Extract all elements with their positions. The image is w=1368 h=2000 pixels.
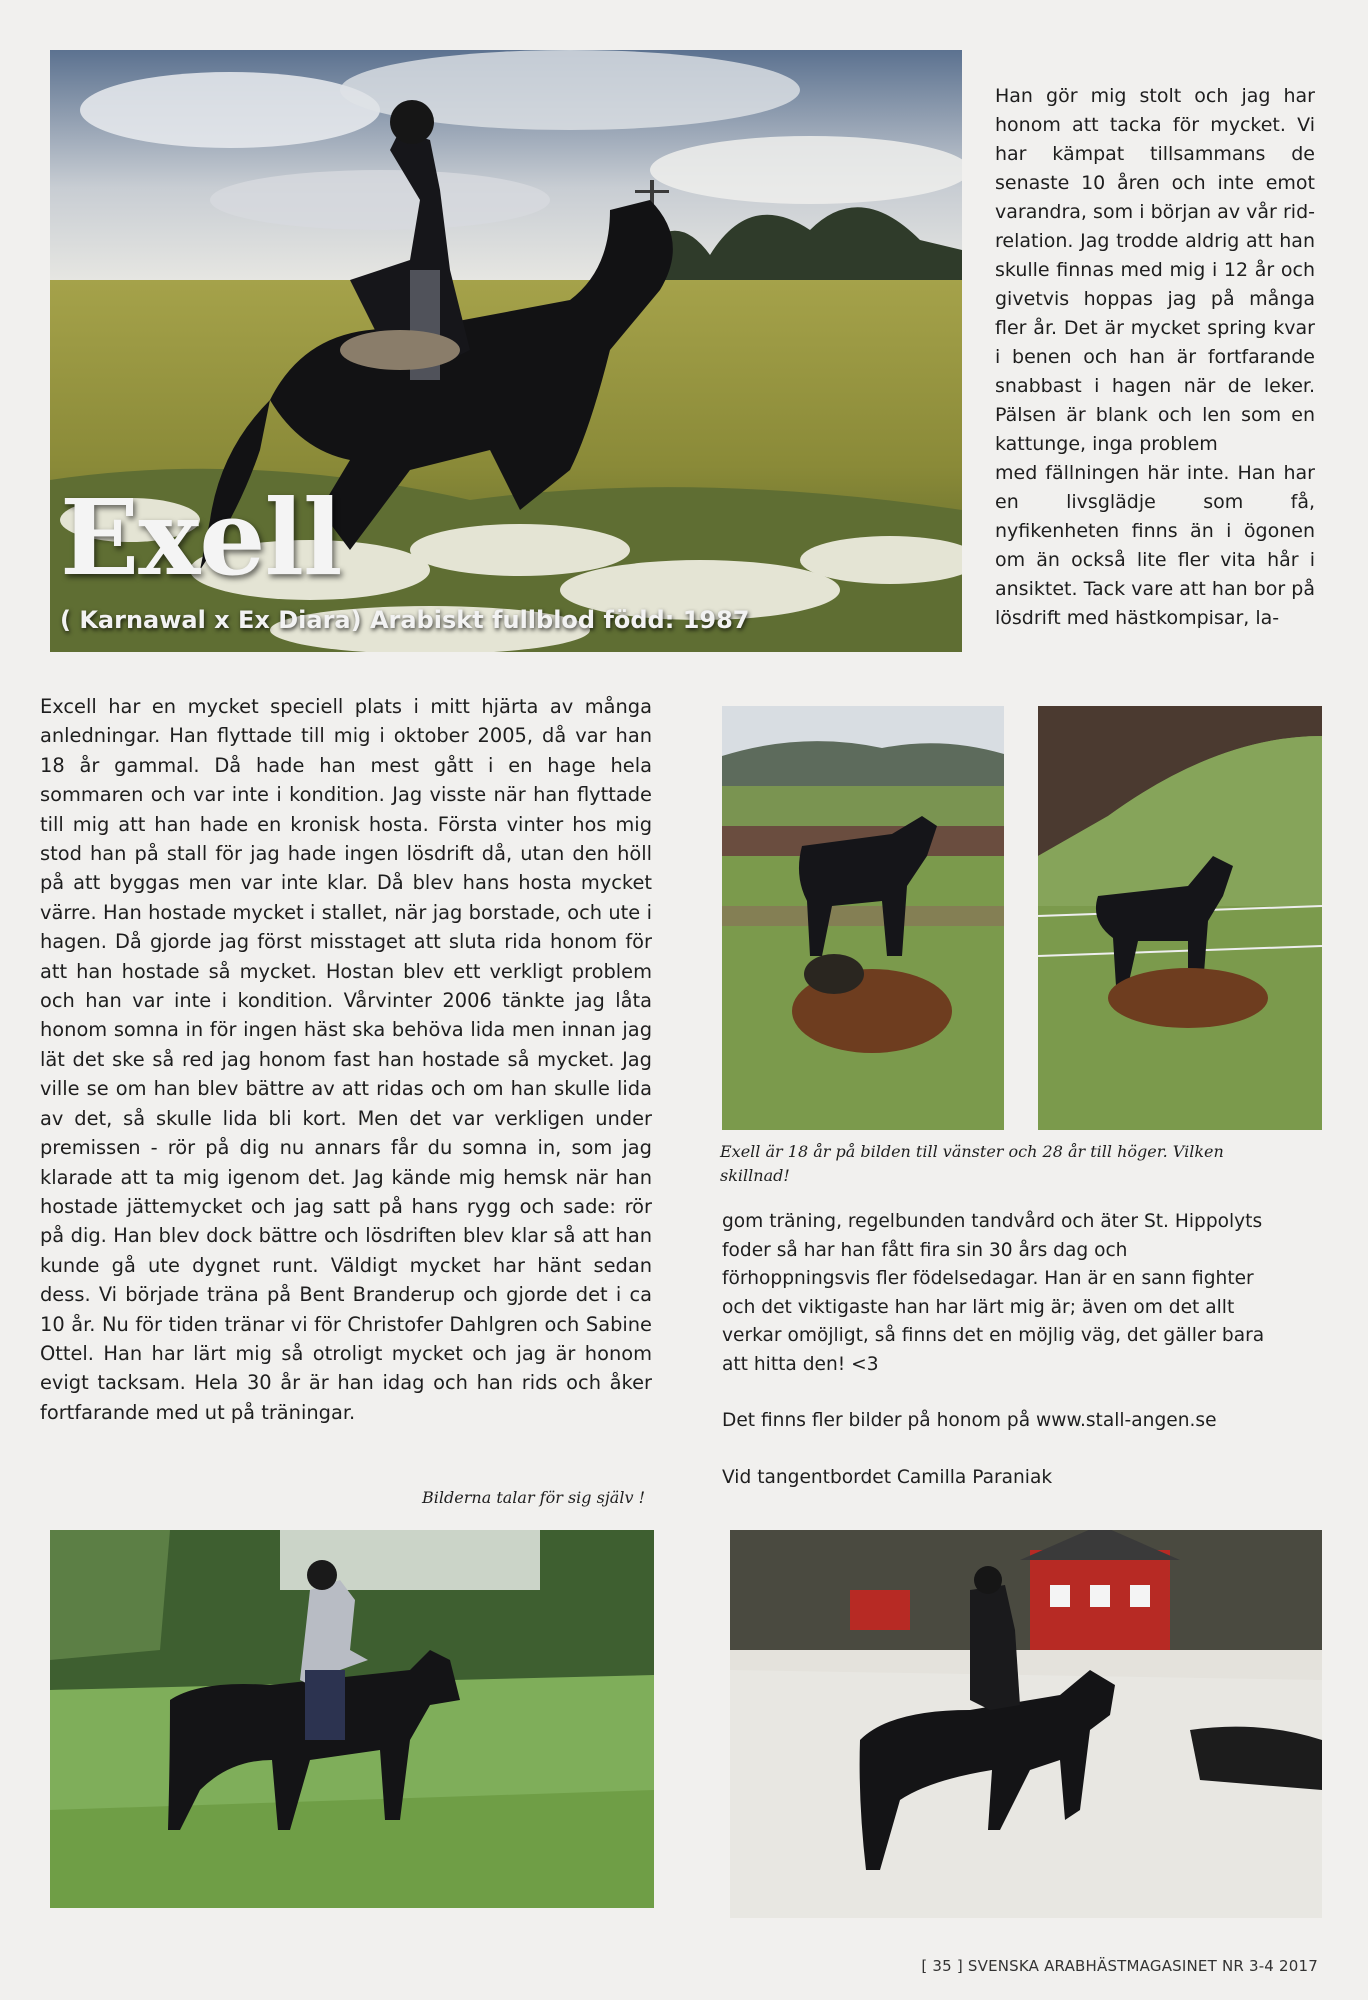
photo-rider-in-meadow [50, 1530, 654, 1908]
right-column-bottom-text [722, 1208, 1270, 1492]
website-reference: Det finns fler bilder på honom på www.stall-angen.se [722, 1410, 1217, 1431]
article-subtitle: ( Karnawal x Ex Diara) Arabiskt fullblod född: 1987 [60, 606, 750, 634]
photo-exell-age-18-image [722, 706, 1004, 1130]
photo-exell-age-18 [722, 706, 1004, 1130]
author-credit: Vid tangentbordet Camilla Paraniak [722, 1466, 1053, 1488]
page-footer: [ 35 ] SVENSKA ARABHÄSTMAGASINET NR 3-4 2017 [921, 1957, 1318, 1975]
right-column-paragraph: med fällningen här inte. Han har en livsglädje som få, nyfikenheten finns än i ögonen om än också lite fler vita hår i ansiktet. Tack vare att han bor på lösdrift med hästkompisar, la- [995, 462, 1315, 629]
article-title: Exell [60, 476, 342, 599]
left-column-text [40, 692, 652, 1427]
photo-rider-in-snow-image [730, 1530, 1322, 1918]
pictures-speak-caption: Bilderna talar för sig själv ! [422, 1488, 645, 1507]
left-column-paragraph: Excell har en mycket speciell plats i mitt hjärta av många anledningar. Han flyttade till mig i oktober 2005, då var han 18 år gammal. Då hade han mest gått i en hage hela sommaren och var inte i kondition. Jag visste när han flyttade till mig att han hade en kronisk hosta. Första vinter hos mig stod han på stall för jag hade ingen lösdrift då, utan den höll på att byggas men var inte klar. Då blev hans hosta mycket värre. Han hostade mycket i stallet, när jag borstade, och ute i hagen. Då gjorde jag först misstaget att sluta rida honom för att han hostade så mycket. Hostan blev ett verkligt problem och han var inte i kondition. Vårvinter 2006 tänkte jag låta honom somna in för ingen häst ska behöva lida men innan jag lät det ske så red jag honom fast han hostade så mycket. Jag ville se om han blev bättre av att ridas och om han skulle lida av det, så skulle lida bli kort. Men det var verkligen under premissen - rör på dig nu annars får du somna in, som jag klarade att ta mig igenom det. Jag kände mig hemsk när han hostade jättemycket och jag satt på hans rygg och sade: rör på dig. Han blev dock bättre och lösdriften blev klar så att han kunde gå ute dygnet runt. Väldigt mycket har hänt sedan dess. Vi började träna på Bent Branderup och gjorde det i ca 10 år. Nu för tiden tränar vi för Christofer Dahlgren och Sabine Ottel. Han har lärt mig så otroligt mycket och jag är honom evigt tacksam. Hela 30 år är han idag och han rids och åker fortfarande med ut på träningar. [40, 695, 652, 1424]
photo-exell-age-28 [1038, 706, 1322, 1130]
photo-rider-in-snow [730, 1530, 1322, 1918]
photo-exell-age-28-image [1038, 706, 1322, 1130]
right-column-paragraph: Han gör mig stolt och jag har honom att tacka för mycket. Vi har kämpat tillsammans de senaste 10 åren och inte emot varandra, som i början av vår rid-relation. Jag trodde aldrig att han skulle finnas med mig i 12 år och givetvis hoppas jag på många fler år. Det är mycket spring kvar i benen och han är fortfarande snabbast i hagen när de leker. Pälsen är blank och len som en kattunge, inga problem [995, 85, 1315, 455]
photo-rider-in-meadow-image [50, 1530, 654, 1908]
right-column-top-text [995, 82, 1315, 633]
right-column-bottom-paragraph: gom träning, regelbunden tandvård och äter St. Hippolyts foder så har han fått fira sin 30 års dag och förhoppningsvis fler födelsedagar. Han är en sann fighter och det viktigaste han har lärt mig är; även om det allt verkar omöjligt, så finns det en möjlig väg, det gäller bara att hitta den! <3 [722, 1211, 1265, 1375]
photos-caption: Exell är 18 år på bilden till vänster och 28 år till höger. Vilken skillnad! [720, 1142, 1224, 1185]
